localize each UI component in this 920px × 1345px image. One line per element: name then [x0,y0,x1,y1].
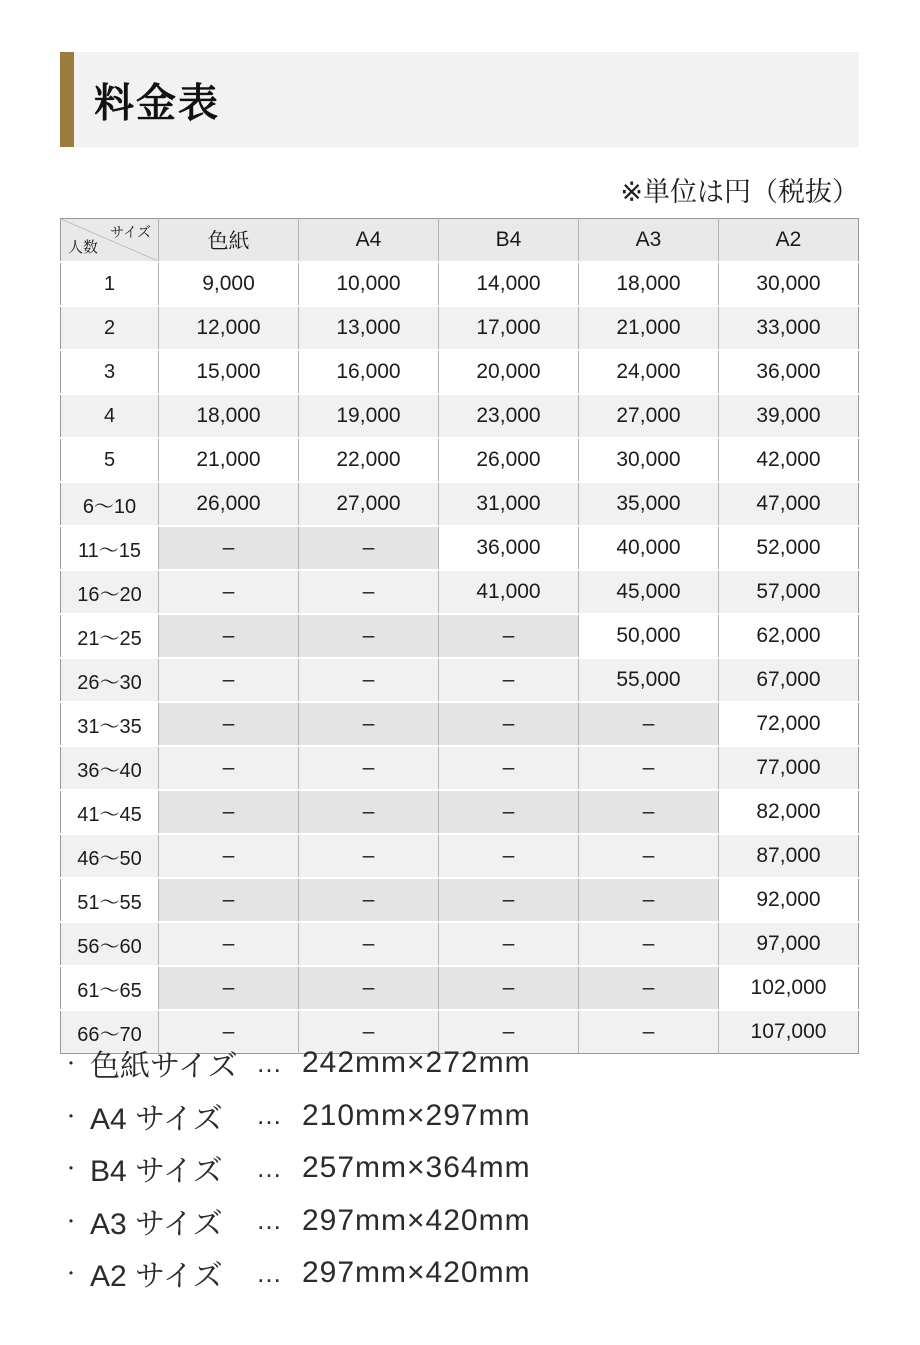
row-label: 21〜25 [61,614,159,658]
price-cell: 22,000 [299,438,439,482]
price-cell: 27,000 [579,394,719,438]
price-cell: 16,000 [299,350,439,394]
row-label: 41〜45 [61,790,159,834]
price-cell: 31,000 [439,482,579,526]
row-label: 66〜70 [61,1010,159,1054]
price-table [60,218,859,1054]
page-title: 料金表 [94,81,220,125]
price-cell-na: – [159,526,299,570]
price-cell-na: – [439,922,579,966]
price-cell-na: – [439,966,579,1010]
price-cell: 57,000 [719,570,859,614]
price-cell: 41,000 [439,570,579,614]
row-label: 6〜10 [61,482,159,526]
price-cell-na: – [159,1010,299,1054]
row-label: 31〜35 [61,702,159,746]
size-dimensions: 297mm×420mm [302,1203,531,1237]
ellipsis-separator: … [256,1152,283,1183]
size-dimensions: 242mm×272mm [302,1046,531,1080]
price-cell-na: – [299,570,439,614]
size-legend-item [62,1090,531,1143]
price-cell: 21,000 [579,306,719,350]
price-cell-na: – [439,702,579,746]
price-cell: 92,000 [719,878,859,922]
unit-note: ※単位は円（税抜） [620,177,859,207]
price-cell-na: – [579,1010,719,1054]
table-row [61,350,859,394]
size-legend [62,1037,531,1300]
table-row [61,702,859,746]
price-cell: 24,000 [579,350,719,394]
table-header-row [61,219,859,263]
table-row [61,614,859,658]
table-row [61,878,859,922]
price-cell: 36,000 [439,526,579,570]
price-cell: 26,000 [159,482,299,526]
price-cell: 36,000 [719,350,859,394]
size-name: A3 サイズ [90,1207,223,1241]
price-cell-na: – [299,834,439,878]
price-cell: 40,000 [579,526,719,570]
price-cell-na: – [579,790,719,834]
price-cell: 17,000 [439,306,579,350]
price-cell-na: – [159,922,299,966]
price-cell-na: – [299,702,439,746]
size-name: 色紙サイズ [90,1050,238,1084]
price-cell: 18,000 [159,394,299,438]
size-dimensions: 257mm×364mm [302,1151,531,1185]
row-label: 4 [61,394,159,438]
price-cell-na: – [299,526,439,570]
table-row [61,526,859,570]
bullet-icon: ・ [62,1264,80,1285]
price-cell: 18,000 [579,262,719,306]
price-cell: 67,000 [719,658,859,702]
size-legend-item [62,1247,531,1300]
title-band [60,52,859,147]
price-cell: 97,000 [719,922,859,966]
bullet-icon: ・ [62,1054,80,1075]
price-cell: 23,000 [439,394,579,438]
price-cell-na: – [579,878,719,922]
row-label: 26〜30 [61,658,159,702]
price-cell-na: – [439,746,579,790]
price-cell: 52,000 [719,526,859,570]
price-cell-na: – [159,966,299,1010]
table-row [61,746,859,790]
price-cell: 42,000 [719,438,859,482]
corner-size-label: サイズ [110,224,151,240]
price-cell: 87,000 [719,834,859,878]
table-row [61,394,859,438]
price-cell-na: – [159,570,299,614]
table-row [61,438,859,482]
table-row [61,306,859,350]
row-label: 2 [61,306,159,350]
bullet-icon: ・ [62,1159,80,1180]
price-cell-na: – [299,966,439,1010]
table-row [61,966,859,1010]
price-cell-na: – [579,834,719,878]
title-accent-bar [60,52,74,147]
size-name: B4 サイズ [90,1155,223,1189]
size-legend-item [62,1037,531,1090]
price-cell: 77,000 [719,746,859,790]
price-cell-na: – [579,746,719,790]
price-cell-na: – [439,658,579,702]
price-cell: 14,000 [439,262,579,306]
price-cell: 13,000 [299,306,439,350]
price-cell: 45,000 [579,570,719,614]
price-cell-na: – [439,790,579,834]
column-header-色紙: 色紙 [159,219,299,263]
price-cell: 33,000 [719,306,859,350]
price-cell-na: – [299,614,439,658]
price-cell: 21,000 [159,438,299,482]
price-cell-na: – [439,1010,579,1054]
ellipsis-separator: … [256,1205,283,1236]
price-cell-na: – [299,790,439,834]
table-row [61,922,859,966]
price-cell: 10,000 [299,262,439,306]
table-row [61,482,859,526]
table-row [61,834,859,878]
price-cell-na: – [159,790,299,834]
price-cell-na: – [439,834,579,878]
price-cell: 26,000 [439,438,579,482]
table-row [61,658,859,702]
table-row [61,790,859,834]
row-label: 3 [61,350,159,394]
ellipsis-separator: … [256,1047,283,1078]
row-label: 5 [61,438,159,482]
price-cell: 107,000 [719,1010,859,1054]
price-cell-na: – [439,878,579,922]
price-cell: 39,000 [719,394,859,438]
price-cell-na: – [299,746,439,790]
corner-header-cell [61,219,159,263]
price-cell: 72,000 [719,702,859,746]
row-label: 1 [61,262,159,306]
table-row [61,262,859,306]
corner-people-label: 人数 [68,239,99,256]
price-cell: 30,000 [719,262,859,306]
ellipsis-separator: … [256,1257,283,1288]
row-label: 56〜60 [61,922,159,966]
price-cell: 30,000 [579,438,719,482]
row-label: 36〜40 [61,746,159,790]
table-row [61,570,859,614]
row-label: 11〜15 [61,526,159,570]
price-cell-na: – [159,658,299,702]
price-cell: 55,000 [579,658,719,702]
price-cell: 35,000 [579,482,719,526]
ellipsis-separator: … [256,1100,283,1131]
price-cell-na: – [299,922,439,966]
column-header-A3: A3 [579,219,719,263]
column-header-A4: A4 [299,219,439,263]
price-cell-na: – [439,614,579,658]
price-cell-na: – [579,702,719,746]
price-cell: 47,000 [719,482,859,526]
price-cell: 15,000 [159,350,299,394]
row-label: 51〜55 [61,878,159,922]
price-cell-na: – [159,746,299,790]
price-cell: 102,000 [719,966,859,1010]
price-table-body [61,262,859,1054]
size-name: A4 サイズ [90,1102,223,1136]
price-cell: 12,000 [159,306,299,350]
price-cell: 82,000 [719,790,859,834]
price-cell-na: – [299,878,439,922]
column-header-B4: B4 [439,219,579,263]
size-dimensions: 297mm×420mm [302,1256,531,1290]
size-legend-item [62,1195,531,1248]
column-header-A2: A2 [719,219,859,263]
price-cell-na: – [299,658,439,702]
price-cell: 19,000 [299,394,439,438]
size-dimensions: 210mm×297mm [302,1098,531,1132]
price-cell: 50,000 [579,614,719,658]
row-label: 61〜65 [61,966,159,1010]
price-cell-na: – [159,834,299,878]
row-label: 16〜20 [61,570,159,614]
price-cell: 27,000 [299,482,439,526]
price-cell: 20,000 [439,350,579,394]
price-cell-na: – [579,922,719,966]
price-cell-na: – [159,614,299,658]
price-cell-na: – [579,966,719,1010]
size-legend-item [62,1142,531,1195]
price-cell-na: – [159,878,299,922]
size-name: A2 サイズ [90,1260,223,1294]
price-cell: 62,000 [719,614,859,658]
price-cell-na: – [299,1010,439,1054]
row-label: 46〜50 [61,834,159,878]
price-cell: 9,000 [159,262,299,306]
price-cell-na: – [159,702,299,746]
bullet-icon: ・ [62,1211,80,1232]
bullet-icon: ・ [62,1106,80,1127]
